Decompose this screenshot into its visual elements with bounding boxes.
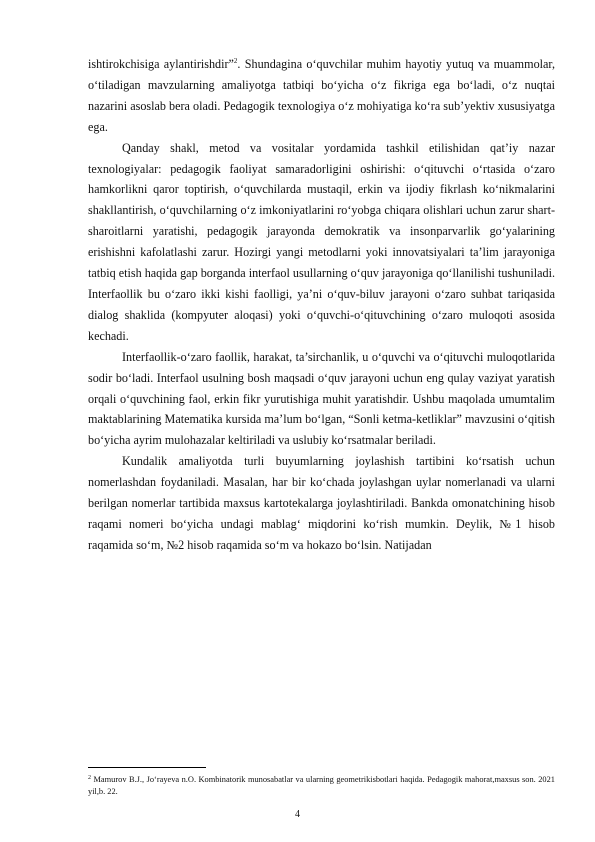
- paragraph-1: [88, 54, 555, 138]
- footnote-number: 2: [88, 775, 91, 781]
- footnote: [88, 774, 555, 797]
- footnote-text: Mamurov B.J., Jo‘rayeva n.O. Kombinatorik munosabatlar va ularning geometrikisbotlari haqida. Pedagogik mahorat,maxsus son. 2021 yil,b. 22.: [88, 775, 555, 796]
- paragraph-1-text-start: ishtirokchisiga aylantirishdir”: [88, 57, 234, 71]
- paragraph-2: Qanday shakl, metod va vositalar yordamida tashkil etilishidan qat’iy nazar texnologiyalar: pedagogik faoliyat samaradorligini oshirishi: o‘qituvchi o‘rtasida o‘zaro hamkorlikni qaror toptirish, o‘quvchilarda mustaqil, erkin va ijodiy fikrlash ko‘nikmalarini shakllantirish, o‘quvchilarning o‘z imkoniyatlarini ro‘yobga chiqara olishlari uchun zarur shart-sharoitlarni yaratishi, pedagogik jarayonda demokratik va insonparvarlik go‘yalarining erishishni kafolatlashi zarur. Hozirgi yangi metodlarni yoki innovatsiyalari ta’lim jarayoniga tatbiq etish haqida gap borganda interfaol usullarning o‘quv jarayoniga qo‘llanilishi tushuniladi. Interfaollik bu o‘zaro ikki kishi faolligi, ya’ni o‘quv-biluv jarayoni o‘zaro suhbat tariqasida dialog shaklida (kompyuter aloqasi) yoki o‘quvchi-o‘qituvchining o‘zaro muloqoti asosida kechadi.: [88, 140, 555, 343]
- paragraph-4: Kundalik amaliyotda turli buyumlarning joylashish tartibini ko‘rsatish uchun nomerlashdan foydaniladi. Masalan, har bir ko‘chada joylashgan uylar nomerlanadi va ularni berilgan nomerlar tartibida maxsus kartotekalarga joylashtiriladi. Bankda omonatchining hisob raqami nomeri bo‘yicha undagi mablag‘ miqdorini ko‘rish mumkin. Deylik, №1 hisob raqamida so‘m, №2 hisob raqamida so‘m va hokazo bo‘lsin. Natijadan: [88, 454, 555, 552]
- footnote-separator: [88, 767, 206, 768]
- paragraph-1-text-end: . Shundagina o‘quvchilar muhim hayotiy yutuq va muammolar, o‘tiladigan mavzularning amaliyotga tatbiqi bo‘yicha o‘z fikriga ega bo‘ladi, o‘z nuqtai nazarini asoslab bera oladi. Pedagogik texnologiya o‘z mohiyatiga ko‘ra sub’yektiv xususiyatga ega.: [88, 57, 555, 134]
- document-body: [88, 54, 555, 556]
- paragraph-3: Interfaollik-o‘zaro faollik, harakat, ta’sirchanlik, u o‘quvchi va o‘qituvchi muloqotlarida sodir bo‘ladi. Interfaol usulning bosh maqsadi o‘quv jarayoni uchun eng qulay vaziyat yaratish orqali o‘quvchining faol, erkin fikr yurutishiga muhit yaratishdir. Ushbu maqolada umumtalim maktablarining Matematika kursida ma’lum bo‘lgan, “Sonli ketma-ketliklar” mavzusini o‘qitish bo‘yicha ayrim mulohazalar keltiriladi va uslubiy ko‘rsatmalar beriladi.: [88, 349, 555, 448]
- footnote-reference: 2: [233, 57, 238, 65]
- page-number: 4: [295, 809, 300, 820]
